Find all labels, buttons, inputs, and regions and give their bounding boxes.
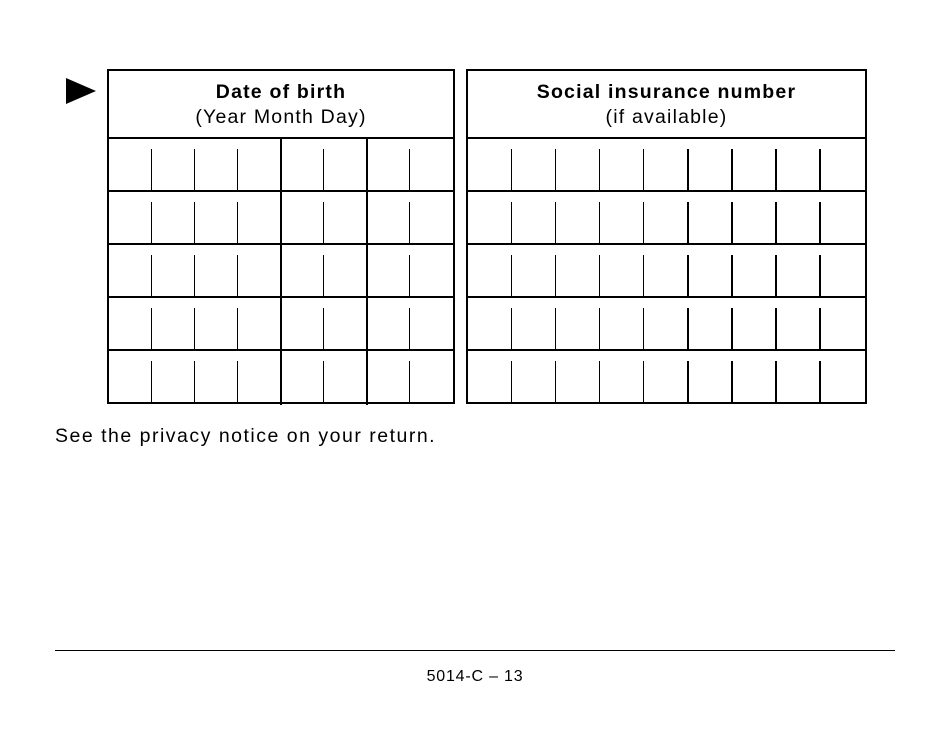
sin-digit-box[interactable] [512,298,556,349]
date-of-birth-digit-box[interactable] [281,139,324,190]
date-of-birth-digit-box[interactable] [410,245,453,296]
sin-header [468,71,865,139]
date-of-birth-digit-box[interactable] [367,351,410,405]
date-of-birth-digit-box[interactable] [195,245,238,296]
sin-digit-box[interactable] [777,192,821,243]
sin-digit-box[interactable] [512,139,556,190]
sin-digit-box[interactable] [512,351,556,405]
sin-digit-box[interactable] [644,298,688,349]
date-of-birth-digit-box[interactable] [238,245,281,296]
date-of-birth-digit-box[interactable] [195,139,238,190]
sin-table [466,69,867,404]
sin-row [468,351,865,405]
sin-digit-box[interactable] [733,139,777,190]
date-of-birth-digit-box[interactable] [109,139,152,190]
sin-digit-box[interactable] [821,245,865,296]
date-of-birth-row [109,351,453,405]
date-of-birth-digit-box[interactable] [324,298,367,349]
sin-digit-box[interactable] [600,298,644,349]
date-of-birth-rows [109,139,453,405]
sin-rows [468,139,865,405]
sin-digit-box[interactable] [556,298,600,349]
sin-digit-box[interactable] [600,351,644,405]
sin-row [468,245,865,298]
date-of-birth-digit-box[interactable] [281,245,324,296]
sin-digit-box[interactable] [512,192,556,243]
sin-digit-box[interactable] [468,351,512,405]
sin-row [468,192,865,245]
date-of-birth-digit-box[interactable] [324,139,367,190]
sin-digit-box[interactable] [821,192,865,243]
sin-digit-box[interactable] [468,298,512,349]
date-of-birth-digit-box[interactable] [195,192,238,243]
sin-digit-box[interactable] [689,192,733,243]
date-of-birth-digit-box[interactable] [281,351,324,405]
sin-subtitle: (if available) [605,106,728,128]
privacy-notice: See the privacy notice on your return. [55,425,437,447]
date-of-birth-digit-box[interactable] [324,351,367,405]
sin-digit-box[interactable] [821,351,865,405]
sin-digit-box[interactable] [600,139,644,190]
date-of-birth-digit-box[interactable] [109,351,152,405]
sin-digit-box[interactable] [556,139,600,190]
date-of-birth-digit-box[interactable] [152,192,195,243]
sin-digit-box[interactable] [777,298,821,349]
date-of-birth-digit-box[interactable] [195,298,238,349]
date-of-birth-digit-box[interactable] [152,139,195,190]
date-of-birth-digit-box[interactable] [324,245,367,296]
date-of-birth-digit-box[interactable] [152,298,195,349]
sin-digit-box[interactable] [468,192,512,243]
date-of-birth-digit-box[interactable] [109,245,152,296]
date-of-birth-digit-box[interactable] [410,192,453,243]
sin-digit-box[interactable] [600,245,644,296]
date-of-birth-table [107,69,455,404]
date-of-birth-digit-box[interactable] [367,139,410,190]
date-of-birth-row [109,245,453,298]
sin-digit-box[interactable] [689,139,733,190]
date-of-birth-digit-box[interactable] [152,245,195,296]
date-of-birth-digit-box[interactable] [367,192,410,243]
sin-digit-box[interactable] [468,245,512,296]
date-of-birth-digit-box[interactable] [367,298,410,349]
sin-digit-box[interactable] [821,139,865,190]
date-of-birth-digit-box[interactable] [324,192,367,243]
date-of-birth-subtitle: (Year Month Day) [195,106,367,128]
sin-digit-box[interactable] [733,351,777,405]
date-of-birth-digit-box[interactable] [410,139,453,190]
date-of-birth-digit-box[interactable] [238,298,281,349]
sin-digit-box[interactable] [644,245,688,296]
date-of-birth-digit-box[interactable] [109,298,152,349]
date-of-birth-digit-box[interactable] [281,298,324,349]
date-of-birth-digit-box[interactable] [238,192,281,243]
sin-digit-box[interactable] [777,351,821,405]
sin-digit-box[interactable] [644,139,688,190]
sin-digit-box[interactable] [821,298,865,349]
date-of-birth-digit-box[interactable] [410,298,453,349]
sin-digit-box[interactable] [777,139,821,190]
sin-digit-box[interactable] [512,245,556,296]
date-of-birth-digit-box[interactable] [238,351,281,405]
footer-rule [55,650,895,651]
date-of-birth-digit-box[interactable] [152,351,195,405]
date-of-birth-digit-box[interactable] [238,139,281,190]
sin-row [468,139,865,192]
date-of-birth-header [109,71,453,139]
date-of-birth-row [109,192,453,245]
date-of-birth-row [109,139,453,192]
date-of-birth-digit-box[interactable] [367,245,410,296]
sin-row [468,298,865,351]
sin-digit-box[interactable] [689,245,733,296]
sin-title: Social insurance number [536,81,797,103]
sin-digit-box[interactable] [644,192,688,243]
sin-digit-box[interactable] [733,245,777,296]
sin-digit-box[interactable] [600,192,644,243]
date-of-birth-digit-box[interactable] [195,351,238,405]
date-of-birth-row [109,298,453,351]
sin-digit-box[interactable] [644,351,688,405]
sin-digit-box[interactable] [556,351,600,405]
sin-digit-box[interactable] [689,351,733,405]
date-of-birth-digit-box[interactable] [281,192,324,243]
date-of-birth-digit-box[interactable] [410,351,453,405]
pointer-arrow-icon [66,78,96,104]
sin-digit-box[interactable] [733,192,777,243]
date-of-birth-title: Date of birth [215,81,347,103]
sin-digit-box[interactable] [556,192,600,243]
sin-digit-box[interactable] [733,298,777,349]
sin-digit-box[interactable] [777,245,821,296]
sin-digit-box[interactable] [468,139,512,190]
date-of-birth-digit-box[interactable] [109,192,152,243]
sin-digit-box[interactable] [556,245,600,296]
page-number: 5014-C – 13 [426,668,524,685]
sin-digit-box[interactable] [689,298,733,349]
